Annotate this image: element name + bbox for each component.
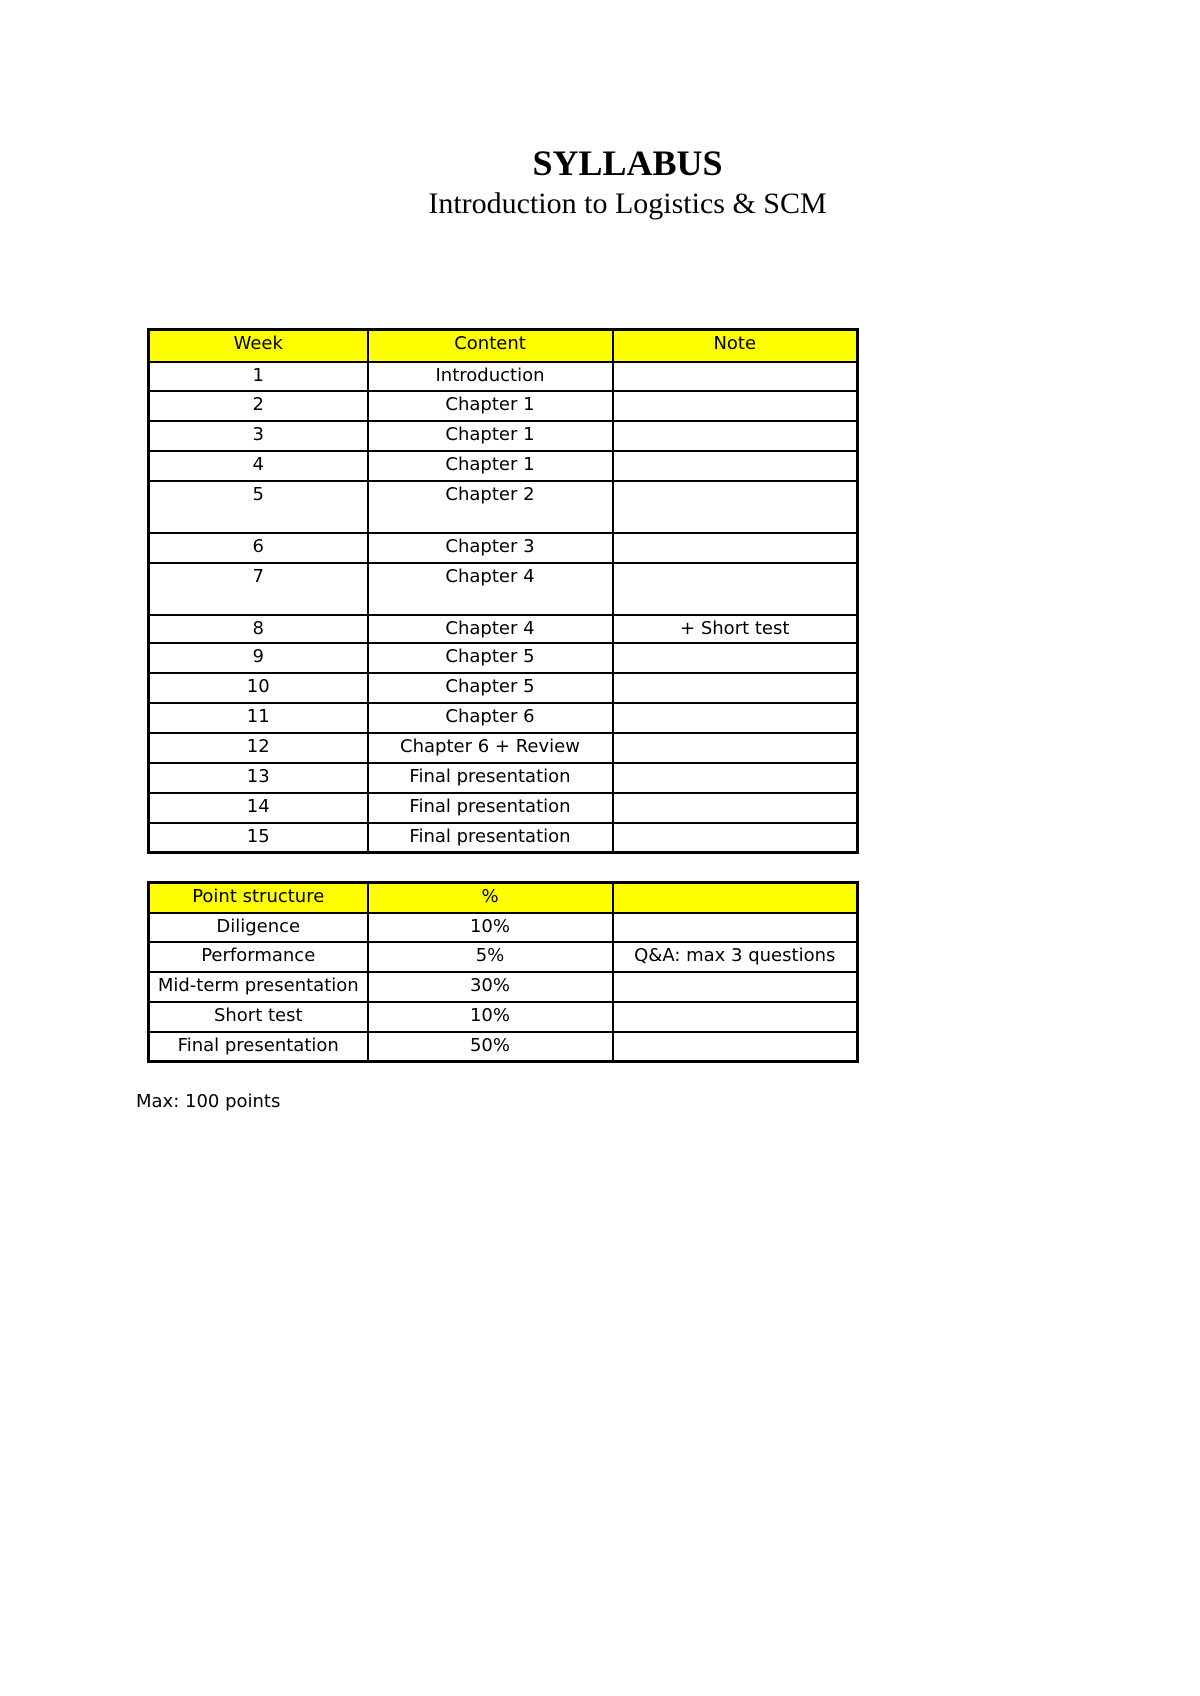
content-cell: Chapter 6 [368, 703, 613, 733]
table-row [149, 733, 858, 763]
schedule-header-note: Note [613, 330, 858, 362]
note-cell [613, 391, 858, 421]
schedule-header-row [149, 330, 858, 362]
table-row [149, 823, 858, 853]
point-percent-cell: 5% [368, 942, 613, 972]
point-item-cell: Final presentation [149, 1032, 368, 1062]
note-cell [613, 673, 858, 703]
content-cell: Final presentation [368, 793, 613, 823]
note-cell [613, 563, 858, 615]
point-note-cell [613, 913, 858, 942]
point-item-cell: Mid-term presentation [149, 972, 368, 1002]
content-cell: Chapter 4 [368, 615, 613, 643]
table-row [149, 643, 858, 673]
max-points-note: Max: 100 points [136, 1091, 281, 1112]
note-cell [613, 421, 858, 451]
note-cell [613, 481, 858, 533]
point-structure-table [147, 881, 859, 1063]
table-row [149, 533, 858, 563]
note-cell [613, 703, 858, 733]
content-cell: Final presentation [368, 823, 613, 853]
week-cell: 9 [149, 643, 368, 673]
point-structure-header-item: Point structure [149, 883, 368, 913]
point-percent-cell: 50% [368, 1032, 613, 1062]
point-note-cell [613, 1032, 858, 1062]
table-row [149, 793, 858, 823]
week-cell: 3 [149, 421, 368, 451]
point-structure-header-row [149, 883, 858, 913]
content-cell: Final presentation [368, 763, 613, 793]
point-note-cell [613, 1002, 858, 1032]
document-subtitle: Introduction to Logistics & SCM [428, 187, 827, 220]
week-cell: 1 [149, 362, 368, 391]
week-cell: 13 [149, 763, 368, 793]
table-row [149, 673, 858, 703]
note-cell [613, 643, 858, 673]
schedule-table [147, 328, 859, 854]
note-cell [613, 793, 858, 823]
table-row [149, 913, 858, 942]
table-row [149, 763, 858, 793]
content-cell: Chapter 4 [368, 563, 613, 615]
point-structure-header-percent: % [368, 883, 613, 913]
table-row [149, 703, 858, 733]
table-row [149, 942, 858, 972]
week-cell: 10 [149, 673, 368, 703]
content-cell: Chapter 1 [368, 391, 613, 421]
point-percent-cell: 30% [368, 972, 613, 1002]
week-cell: 5 [149, 481, 368, 533]
point-percent-cell: 10% [368, 1002, 613, 1032]
content-cell: Chapter 1 [368, 421, 613, 451]
note-cell [613, 733, 858, 763]
week-cell: 6 [149, 533, 368, 563]
note-cell [613, 451, 858, 481]
point-percent-cell: 10% [368, 913, 613, 942]
content-cell: Chapter 3 [368, 533, 613, 563]
point-item-cell: Short test [149, 1002, 368, 1032]
week-cell: 11 [149, 703, 368, 733]
week-cell: 2 [149, 391, 368, 421]
point-note-cell [613, 972, 858, 1002]
schedule-header-week: Week [149, 330, 368, 362]
table-row [149, 421, 858, 451]
table-row [149, 1032, 858, 1062]
table-row [149, 481, 858, 533]
note-cell [613, 763, 858, 793]
table-row [149, 563, 858, 615]
content-cell: Chapter 6 + Review [368, 733, 613, 763]
table-row [149, 451, 858, 481]
content-cell: Introduction [368, 362, 613, 391]
point-structure-header-note [613, 883, 858, 913]
table-row [149, 972, 858, 1002]
week-cell: 8 [149, 615, 368, 643]
table-row [149, 391, 858, 421]
schedule-header-content: Content [368, 330, 613, 362]
content-cell: Chapter 5 [368, 673, 613, 703]
table-row [149, 615, 858, 643]
content-cell: Chapter 1 [368, 451, 613, 481]
week-cell: 12 [149, 733, 368, 763]
point-item-cell: Performance [149, 942, 368, 972]
note-cell [613, 823, 858, 853]
point-note-cell: Q&A: max 3 questions [613, 942, 858, 972]
table-row [149, 1002, 858, 1032]
week-cell: 4 [149, 451, 368, 481]
content-cell: Chapter 5 [368, 643, 613, 673]
week-cell: 14 [149, 793, 368, 823]
table-row [149, 362, 858, 391]
document-title: SYLLABUS [532, 143, 723, 183]
week-cell: 15 [149, 823, 368, 853]
point-item-cell: Diligence [149, 913, 368, 942]
note-cell: + Short test [613, 615, 858, 643]
note-cell [613, 362, 858, 391]
week-cell: 7 [149, 563, 368, 615]
note-cell [613, 533, 858, 563]
content-cell: Chapter 2 [368, 481, 613, 533]
